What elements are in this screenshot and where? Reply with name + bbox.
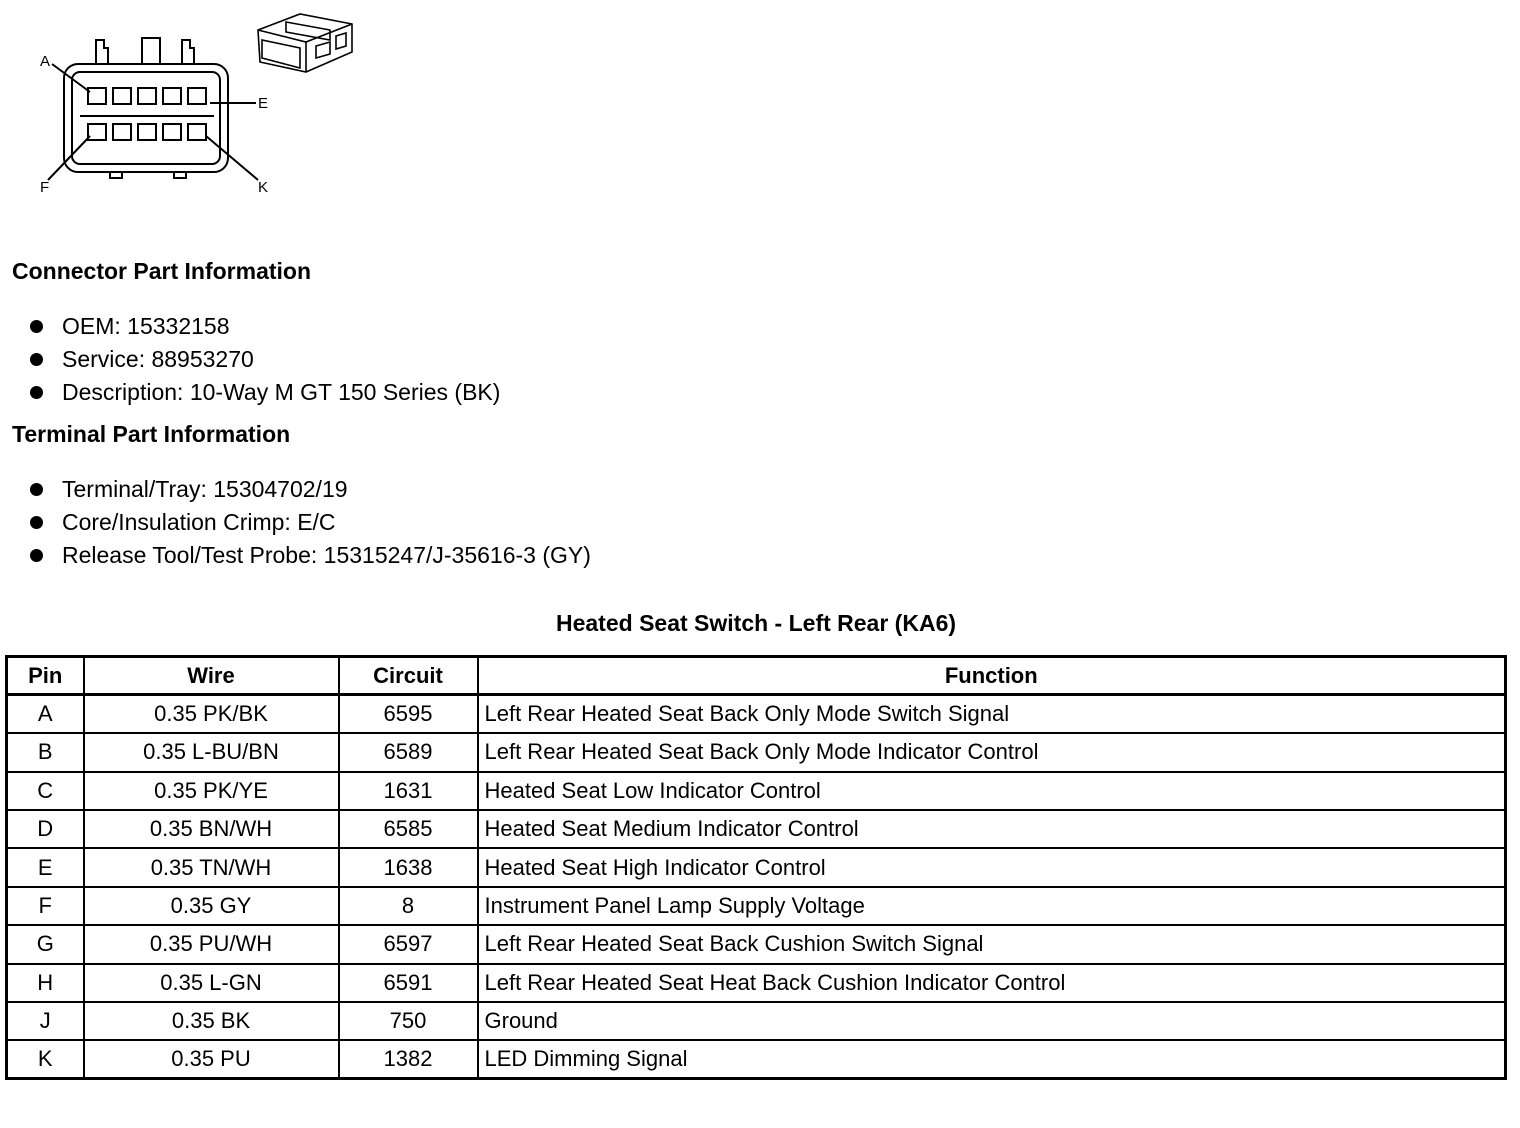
list-item: [28, 473, 591, 506]
function-cell: LED Dimming Signal: [478, 1040, 1506, 1078]
pin-label-a: A: [40, 53, 51, 70]
circuit-cell: 6589: [339, 733, 478, 771]
terminal-part-info-heading: Terminal Part Information: [12, 421, 291, 447]
function-cell: Left Rear Heated Seat Back Only Mode Indicator Control: [478, 733, 1506, 771]
bullet-icon: [30, 386, 43, 399]
list-item: [28, 506, 591, 539]
function-cell: Heated Seat High Indicator Control: [478, 848, 1506, 886]
wire-cell: 0.35 PU/WH: [84, 925, 339, 963]
pin-table: [5, 655, 1507, 1080]
pin-cell: E: [7, 848, 84, 886]
list-item-text: OEM: 15332158: [62, 313, 230, 339]
pin-cell: K: [7, 1040, 84, 1078]
list-item: [28, 376, 500, 409]
column-header-circuit: Circuit: [339, 657, 478, 695]
list-item: [28, 310, 500, 343]
circuit-cell: 6597: [339, 925, 478, 963]
table-row: [7, 772, 1506, 810]
circuit-cell: 1382: [339, 1040, 478, 1078]
pin-label-e: E: [258, 95, 269, 112]
connector-housing: [64, 64, 228, 172]
bullet-icon: [30, 549, 43, 562]
pin-cell: D: [7, 810, 84, 848]
wire-cell: 0.35 BK: [84, 1002, 339, 1040]
terminal-part-info-list: [28, 473, 591, 572]
circuit-cell: 6595: [339, 695, 478, 733]
list-item-text: Release Tool/Test Probe: 15315247/J-35616-3 (GY): [62, 542, 591, 568]
function-cell: Heated Seat Low Indicator Control: [478, 772, 1506, 810]
connector-part-info-list: [28, 310, 500, 409]
function-cell: Left Rear Heated Seat Back Only Mode Switch Signal: [478, 695, 1506, 733]
function-cell: Left Rear Heated Seat Heat Back Cushion Indicator Control: [478, 964, 1506, 1002]
circuit-cell: 8: [339, 887, 478, 925]
table-row: [7, 733, 1506, 771]
pin-cell: J: [7, 1002, 84, 1040]
circuit-cell: 750: [339, 1002, 478, 1040]
table-row: [7, 1040, 1506, 1078]
bullet-icon: [30, 353, 43, 366]
circuit-cell: 6591: [339, 964, 478, 1002]
table-row: [7, 925, 1506, 963]
wire-cell: 0.35 L-GN: [84, 964, 339, 1002]
bullet-icon: [30, 483, 43, 496]
connector-3d-view: [258, 14, 352, 72]
wire-cell: 0.35 L-BU/BN: [84, 733, 339, 771]
pin-cell: F: [7, 887, 84, 925]
wire-cell: 0.35 GY: [84, 887, 339, 925]
wire-cell: 0.35 BN/WH: [84, 810, 339, 848]
table-row: [7, 695, 1506, 733]
table-row: [7, 1002, 1506, 1040]
connector-part-info-heading: Connector Part Information: [12, 258, 312, 284]
function-cell: Ground: [478, 1002, 1506, 1040]
bullet-icon: [30, 516, 43, 529]
pin-label-f: F: [40, 179, 50, 196]
list-item: [28, 343, 500, 376]
table-row: [7, 964, 1506, 1002]
table-row: [7, 810, 1506, 848]
table-row: [7, 848, 1506, 886]
function-cell: Left Rear Heated Seat Back Cushion Switch Signal: [478, 925, 1506, 963]
circuit-cell: 6585: [339, 810, 478, 848]
column-header-wire: Wire: [84, 657, 339, 695]
table-header-row: [7, 657, 1506, 695]
pin-label-k: K: [258, 179, 269, 196]
column-header-pin: Pin: [7, 657, 84, 695]
pin-cell: H: [7, 964, 84, 1002]
bullet-icon: [30, 320, 43, 333]
pin-cell: A: [7, 695, 84, 733]
list-item-text: Service: 88953270: [62, 346, 254, 372]
list-item-text: Terminal/Tray: 15304702/19: [62, 476, 348, 502]
table-row: [7, 887, 1506, 925]
wire-cell: 0.35 PU: [84, 1040, 339, 1078]
list-item: [28, 539, 591, 572]
wire-cell: 0.35 PK/YE: [84, 772, 339, 810]
column-header-function: Function: [478, 657, 1506, 695]
pin-cell: G: [7, 925, 84, 963]
list-item-text: Description: 10-Way M GT 150 Series (BK): [62, 379, 501, 405]
pin-cell: B: [7, 733, 84, 771]
table-title: Heated Seat Switch - Left Rear (KA6): [555, 610, 957, 636]
pin-cell: C: [7, 772, 84, 810]
connector-diagram: [0, 0, 380, 210]
wire-cell: 0.35 TN/WH: [84, 848, 339, 886]
circuit-cell: 1638: [339, 848, 478, 886]
function-cell: Heated Seat Medium Indicator Control: [478, 810, 1506, 848]
list-item-text: Core/Insulation Crimp: E/C: [62, 509, 336, 535]
wire-cell: 0.35 PK/BK: [84, 695, 339, 733]
circuit-cell: 1631: [339, 772, 478, 810]
function-cell: Instrument Panel Lamp Supply Voltage: [478, 887, 1506, 925]
